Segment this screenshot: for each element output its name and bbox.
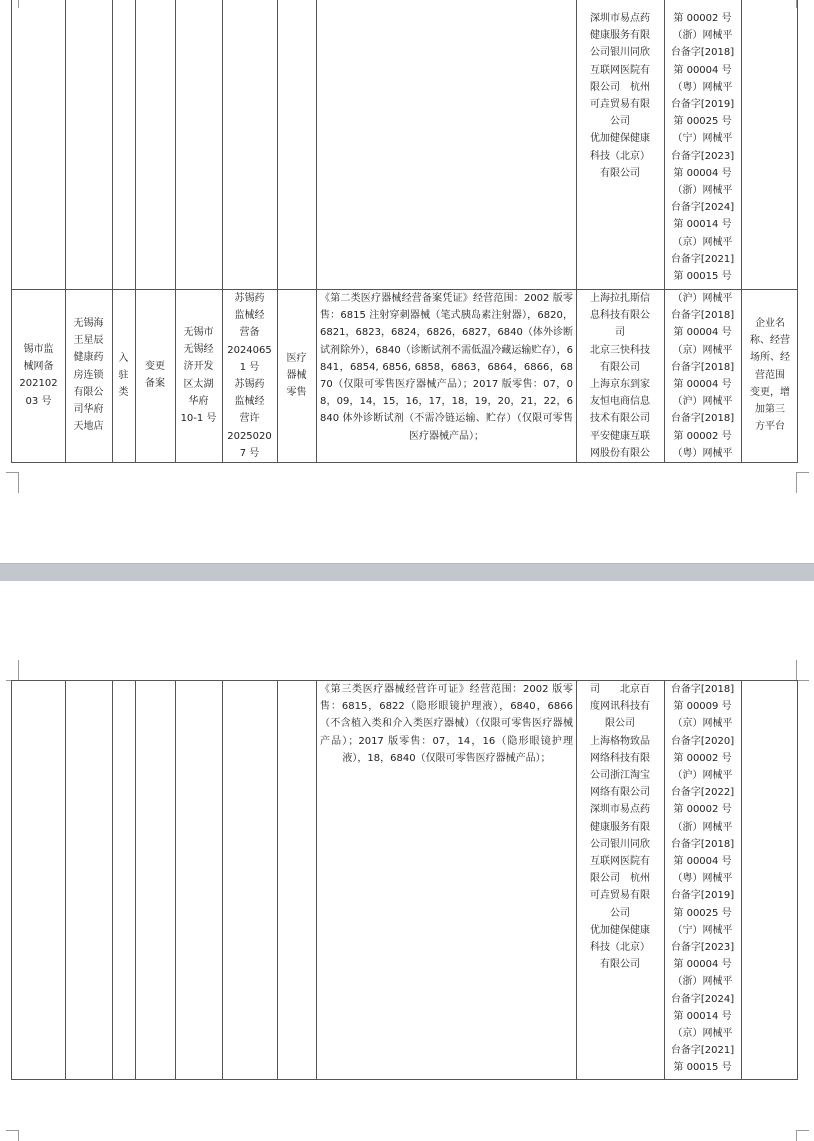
cell-category — [112, 350, 135, 402]
cell-text-line: 202102 — [19, 378, 58, 390]
cell-text-line: 健康药 — [73, 352, 104, 364]
cell-record-number — [12, 341, 65, 410]
cell-text-line: 台备字[2019] — [670, 99, 735, 111]
cell-text-line: （沪）网械平 — [672, 293, 733, 304]
cell-text-line: 限公司 杭州 — [590, 873, 650, 885]
cell-text-line: 司 — [615, 327, 625, 339]
cell-text-line: （浙）网械平 — [672, 30, 733, 42]
cell-text-line: 台备字[2023] — [670, 150, 735, 162]
cell-text-line: 第 00014 号 — [673, 219, 732, 231]
cell-text-line: 第 00015 号 — [673, 271, 732, 283]
cell-text-line: 互联网医院有 — [590, 64, 650, 76]
cell-text-line: 第 00004 号 — [673, 959, 732, 971]
cell-text-line: 苏锡药 — [234, 293, 265, 304]
cell-text-line: 台备字[2023] — [670, 942, 735, 954]
cell-text-line: 无锡海 — [73, 318, 104, 329]
cell-text-line: （京）网械平 — [672, 1028, 733, 1040]
cell-text-line: （浙）网械平 — [672, 185, 733, 197]
cell-text-line: 备案 — [145, 378, 165, 390]
cell-platform-names — [576, 681, 664, 973]
cell-text-line: 优加健保健康 — [590, 924, 650, 936]
cell-text-line: 营许 — [239, 413, 260, 425]
cell-text-line: 称、经营 — [750, 335, 790, 347]
cell-text-line: 台备字[2018] — [670, 361, 735, 373]
crop-mark-bottom-right — [796, 472, 809, 493]
cell-text-line: 健康服务有限 — [590, 30, 650, 42]
cell-text-line: 王星辰 — [73, 335, 104, 347]
cell-text-line: 营范围 — [755, 369, 785, 381]
cell-text-line: 台备字[2020] — [670, 735, 735, 747]
cell-text-line: （粤）网械平 — [672, 81, 733, 93]
cell-text-line: （沪）网械平 — [672, 396, 733, 408]
cell-text-line: 第 00015 号 — [673, 1062, 732, 1074]
cell-text-line: 无锡市 — [183, 327, 214, 338]
cell-text-line: 网股份有限公 — [590, 447, 650, 459]
cell-text-line: 台备字[2018] — [670, 47, 735, 59]
cell-text-line: 有限公司 — [600, 959, 640, 971]
cell-text-line: 第 00004 号 — [673, 64, 732, 76]
cell-text-line: 上海拉扎斯信 — [590, 293, 650, 304]
cell-text-line: 第 00025 号 — [673, 907, 732, 919]
crop-mark-bottom-left — [6, 472, 19, 493]
cell-text-line: 第 00004 号 — [673, 379, 732, 391]
cell-text-line: 济开发 — [183, 361, 214, 373]
cell-business-scope: 《第二类医疗器械经营备案凭证》经营范围：2002 版零售：6815 注射穿刺器械（笔式胰岛素注射器），6820，6821，6823，6824，6826，6827，6840（体外诊断试剂除外），6840（诊断试剂不需低温冷藏运输贮存），6841，6854, 6856, 6858，6863，6864，6866，6870（仅限可零售医疗器械产品）；2017 版零售：07，08，09，14，15，16，17，18，19，20，21，22，6840 体外诊断试剂（不需冷链运输、贮存）（仅限可零售医疗器械产品）； — [320, 293, 573, 442]
cell-text-line: 03 号 — [25, 395, 52, 407]
cell-change-description — [741, 315, 799, 435]
cell-text-line: 第 00014 号 — [673, 1010, 732, 1022]
cell-text-line: 第 00004 号 — [673, 327, 732, 339]
cell-text-line: 第 00009 号 — [673, 701, 732, 713]
cell-text-line: 房连锁 — [73, 369, 104, 381]
cell-text-line: 变更，增 — [750, 386, 790, 398]
cell-text-line: 入 — [118, 353, 129, 364]
cell-text-line: 公司浙江淘宝 — [590, 770, 650, 782]
crop-mark-top-right — [796, 660, 809, 681]
cell-text-line: （宁）网械平 — [672, 133, 733, 145]
cell-business-scope: 《第三类医疗器械经营许可证》经营范围：2002 版零售：6815，6822（隐形眼镜护理液），6840，6866（不含植入类和介入类医疗器械）（仅限可零售医疗器械产品）；2017 版零售：07，14，16（隐形眼镜护理液），18，6840（仅限可零售医疗器械产品）； — [320, 684, 573, 764]
cell-text-line: 司华府 — [73, 404, 104, 416]
cell-text-line: 公司银川同欣 — [590, 47, 650, 59]
cell-text-line: 类 — [118, 387, 129, 399]
cell-text-line: 上海格物致品 — [590, 735, 650, 747]
cell-platform-names — [576, 10, 664, 182]
cell-text-line: 区太湖 — [183, 378, 214, 390]
cell-text-line: 互联网医院有 — [590, 856, 650, 868]
cell-text-line: 台备字[2019] — [670, 890, 735, 902]
cell-license-numbers — [222, 290, 277, 462]
cell-text-line: 台备字[2018] — [670, 310, 735, 322]
cell-text-line: 深圳市易点药 — [590, 804, 650, 816]
cell-text-line: 驻 — [118, 370, 129, 382]
cell-text-line: 台备字[2018] — [670, 684, 735, 695]
cell-text-line: 第 00002 号 — [673, 804, 732, 816]
cell-text-line: 优加健保健康 — [590, 133, 650, 145]
cell-text-line: 台备字[2018] — [670, 413, 735, 425]
cell-text-line: 营备 — [239, 327, 260, 339]
cell-text-line: 零售 — [286, 387, 307, 399]
cell-text-line: 2025020 — [227, 430, 272, 442]
cell-text-line: 无锡经 — [183, 344, 214, 356]
cell-text-line: 台备字[2024] — [670, 202, 735, 214]
cell-text-line: 限公司 杭州 — [590, 81, 650, 93]
cell-text-line: 友恒电商信息 — [590, 396, 650, 408]
cell-address — [175, 324, 222, 427]
cell-text-line: 苏锡药 — [234, 379, 265, 391]
cell-text-line: 医疗 — [286, 353, 307, 364]
cell-platform-names — [576, 290, 664, 462]
cell-text-line: 变更 — [145, 361, 165, 372]
cell-text-line: （京）网械平 — [672, 718, 733, 730]
cell-text-line: 1 号 — [239, 361, 260, 373]
cell-text-line: 有限公司 — [600, 167, 640, 179]
cell-company-name — [65, 315, 112, 435]
cell-platform-record-numbers — [664, 290, 741, 462]
cell-text-line: 第 00002 号 — [673, 13, 732, 24]
cell-text-line: 网络科技有限 — [590, 752, 650, 764]
cell-text-line: （京）网械平 — [672, 344, 733, 356]
cell-text-line: 台备字[2021] — [670, 1045, 735, 1057]
cell-text-line: 台备字[2024] — [670, 993, 735, 1005]
cell-text-line: 天地店 — [73, 421, 104, 433]
cell-text-line: （粤）网械平 — [672, 447, 733, 459]
cell-text-line: 公司银川同欣 — [590, 838, 650, 850]
cell-text-line: 息科技有限公 — [590, 310, 650, 322]
cell-business-type — [277, 350, 316, 402]
crop-mark-top-left — [6, 660, 19, 681]
cell-text-line: 可垚贸易有限 — [590, 890, 650, 902]
cell-text-line: （浙）网械平 — [672, 976, 733, 988]
cell-text-line: 第 00002 号 — [673, 430, 732, 442]
cell-text-line: 加第三 — [755, 404, 785, 416]
crop-mark-bottom-left — [6, 1130, 19, 1141]
cell-text-line: 技术有限公司 — [590, 413, 650, 425]
cell-text-line: 台备字[2018] — [670, 838, 735, 850]
cell-text-line: 平安健康互联 — [590, 430, 650, 442]
cell-text-line: 可垚贸易有限 — [590, 99, 650, 111]
cell-text-line: 有限公 — [73, 386, 104, 398]
cell-text-line: 企业名 — [755, 318, 785, 329]
cell-text-line: 有限公司 — [600, 361, 640, 373]
cell-text-line: 健康服务有限 — [590, 821, 650, 833]
cell-text-line: 公司 — [610, 116, 630, 128]
cell-text-line: 上海京东到家 — [590, 379, 650, 391]
cell-change-type — [135, 358, 175, 392]
cell-text-line: 械网备 — [23, 361, 54, 373]
cell-platform-record-numbers — [664, 681, 741, 1077]
cell-text-line: 监械经 — [234, 396, 265, 408]
document-page-2 — [0, 581, 814, 1139]
cell-text-line: （宁）网械平 — [672, 924, 733, 936]
cell-platform-record-numbers — [664, 10, 741, 285]
cell-text-line: 7 号 — [239, 447, 260, 459]
page-gap — [0, 563, 814, 582]
cell-text-line: 公司 — [610, 907, 630, 919]
cell-text-line: 台备字[2021] — [670, 253, 735, 265]
cell-text-line: 深圳市易点药 — [590, 13, 650, 24]
cell-text-line: 锡市监 — [23, 344, 54, 355]
cell-text-line: 北京三快科技 — [590, 344, 650, 356]
filing-table-continued — [11, 680, 798, 1080]
cell-text-line: 2024065 — [227, 344, 272, 356]
cell-text-line: 方平台 — [755, 421, 785, 433]
cell-text-line: 科技（北京） — [590, 150, 650, 162]
cell-text-line: 第 00002 号 — [673, 752, 732, 764]
cell-text-line: 场所、经 — [750, 352, 790, 364]
cell-text-line: 监械经 — [234, 310, 265, 322]
cell-text-line: （沪）网械平 — [672, 770, 733, 782]
filing-table — [11, 0, 798, 463]
cell-text-line: 器械 — [286, 370, 307, 382]
cell-text-line: 台备字[2022] — [670, 787, 735, 799]
document-page-1 — [0, 0, 814, 563]
cell-text-line: 限公司 — [605, 718, 635, 730]
cell-text-line: 10-1 号 — [180, 413, 217, 425]
cell-text-line: （浙）网械平 — [672, 821, 733, 833]
cell-text-line: 司 北京百 — [590, 684, 650, 695]
cell-text-line: 科技（北京） — [590, 942, 650, 954]
cell-text-line: 第 00004 号 — [673, 856, 732, 868]
cell-text-line: （粤）网械平 — [672, 873, 733, 885]
cell-text-line: 度网讯科技有 — [590, 701, 650, 713]
cell-text-line: 第 00025 号 — [673, 116, 732, 128]
cell-text-line: 华府 — [188, 395, 209, 407]
cell-text-line: 第 00004 号 — [673, 167, 732, 179]
cell-text-line: （京）网械平 — [672, 236, 733, 248]
cell-text-line: 网络有限公司 — [590, 787, 650, 799]
crop-mark-bottom-right — [796, 1130, 809, 1141]
